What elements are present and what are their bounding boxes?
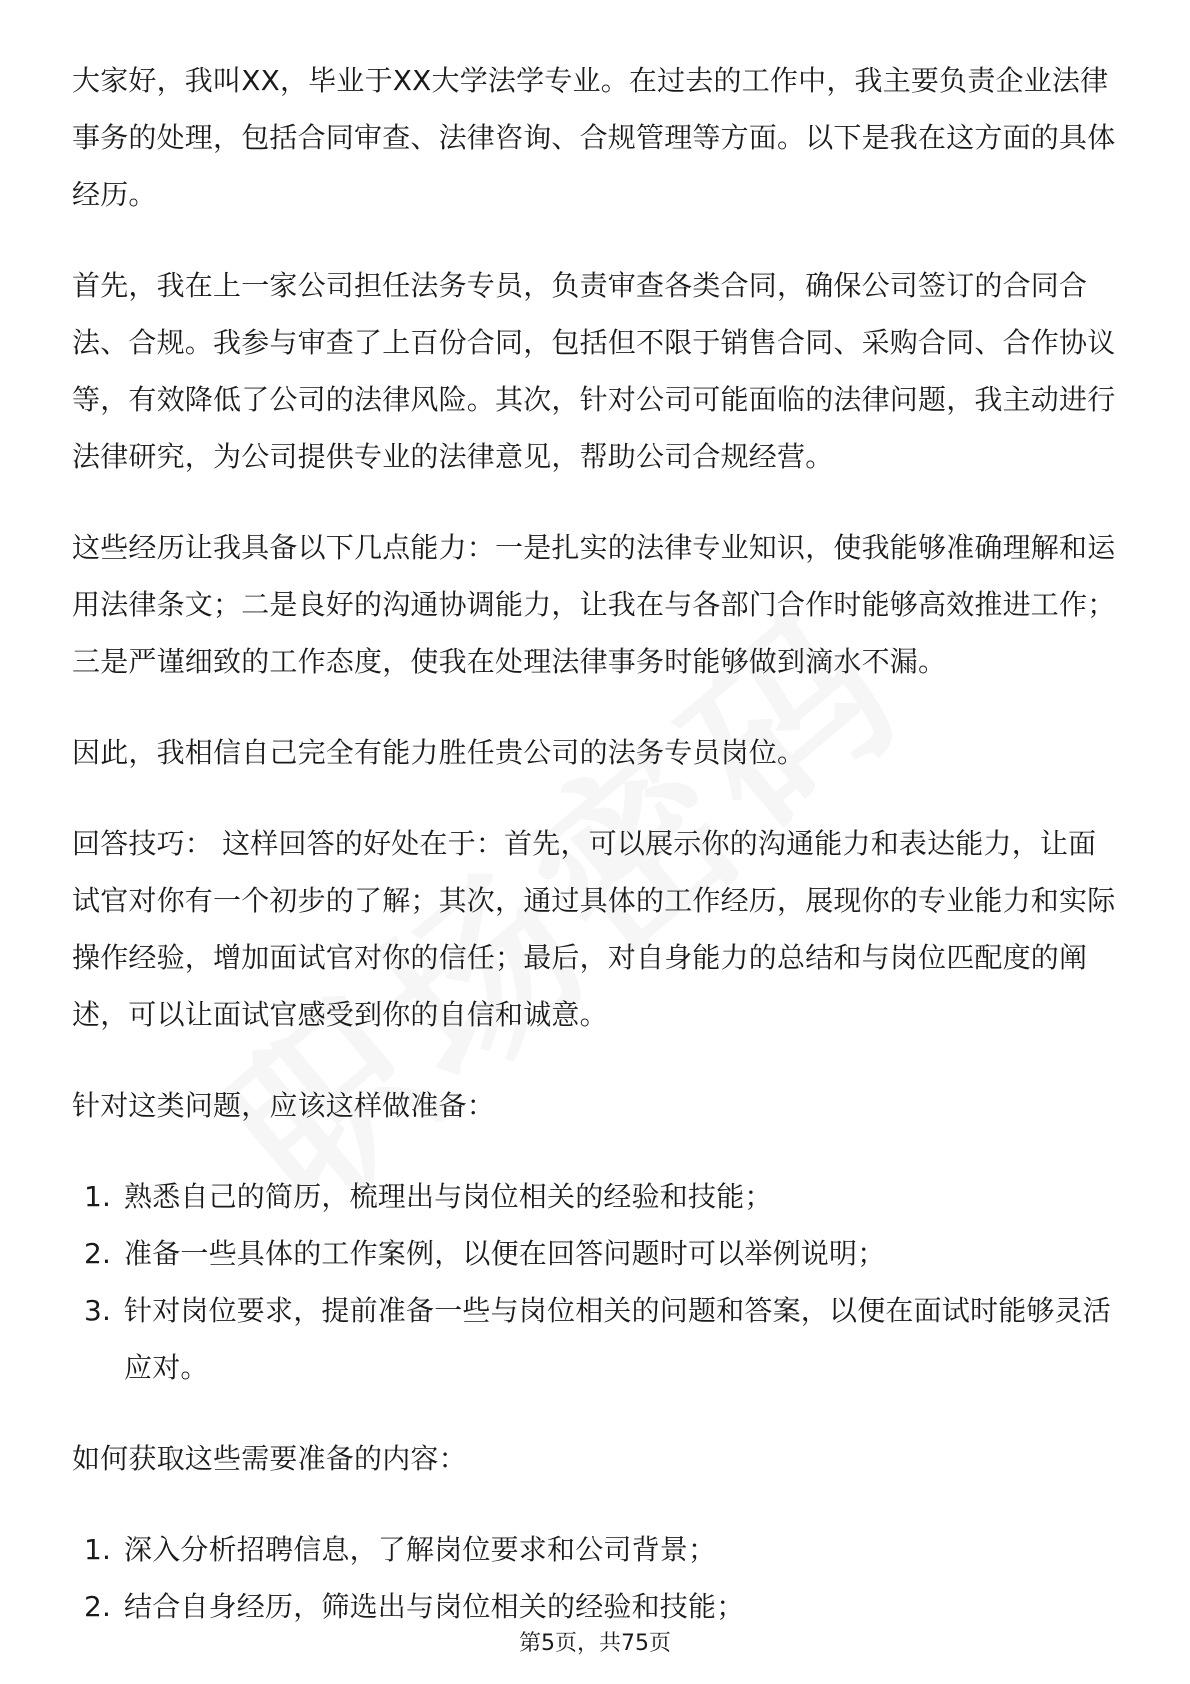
conclusion-paragraph: 因此，我相信自己完全有能力胜任贵公司的法务专员岗位。 xyxy=(72,736,806,769)
tips-paragraph: 回答技巧： 这样回答的好处在于：首先，可以展示你的沟通能力和表达能力，让面试官对你有一个初步的了解；其次，通过具体的工作经历，展现你的专业能力和实际操作经验，增加面试官对你的信任；最后，对自身能力的总结和与岗位匹配度的阐述，可以让面试官感受到你的自信和诚意。 xyxy=(72,827,1116,1031)
list-item-text: 准备一些具体的工作案例，以便在回答问题时可以举例说明； xyxy=(124,1237,886,1270)
list-item-text: 深入分析招聘信息，了解岗位要求和公司背景； xyxy=(124,1533,717,1566)
list-item xyxy=(72,1521,1120,1578)
document-body xyxy=(72,52,1120,1669)
prep-list xyxy=(72,1168,1120,1396)
list-number: 2. xyxy=(84,1237,112,1270)
abilities-paragraph: 这些经历让我具备以下几点能力：一是扎实的法律专业知识，使我能够准确理解和运用法律条文；二是良好的沟通协调能力，让我在与各部门合作时能够高效推进工作；三是严谨细致的工作态度，使我在处理法律事务时能够做到滴水不漏。 xyxy=(72,531,1116,678)
list-item-text: 结合自身经历，筛选出与岗位相关的经验和技能； xyxy=(124,1590,745,1623)
acquire-list xyxy=(72,1521,1120,1635)
prep-heading: 针对这类问题，应该这样做准备： xyxy=(72,1089,496,1122)
list-item xyxy=(72,1225,1120,1282)
list-number: 1. xyxy=(84,1180,112,1213)
list-item-text: 针对岗位要求，提前准备一些与岗位相关的问题和答案，以便在面试时能够灵活应对。 xyxy=(124,1294,1112,1384)
list-item-text: 熟悉自己的简历，梳理出与岗位相关的经验和技能； xyxy=(124,1180,773,1213)
page-footer: 第5页，共75页 xyxy=(519,1631,671,1656)
experience-paragraph: 首先，我在上一家公司担任法务专员，负责审查各类合同，确保公司签订的合同合法、合规。我参与审查了上百份合同，包括但不限于销售合同、采购合同、合作协议等，有效降低了公司的法律风险。其次，针对公司可能面临的法律问题，我主动进行法律研究，为公司提供专业的法律意见，帮助公司合规经营。 xyxy=(72,269,1116,473)
list-item xyxy=(72,1282,1120,1396)
list-number: 2. xyxy=(84,1590,112,1623)
acquire-heading: 如何获取这些需要准备的内容： xyxy=(72,1442,467,1475)
intro-paragraph: 大家好，我叫XX，毕业于XX大学法学专业。在过去的工作中，我主要负责企业法律事务的处理，包括合同审查、法律咨询、合规管理等方面。以下是我在这方面的具体经历。 xyxy=(72,64,1116,211)
list-number: 1. xyxy=(84,1533,112,1566)
list-number: 3. xyxy=(84,1294,112,1327)
list-item xyxy=(72,1168,1120,1225)
